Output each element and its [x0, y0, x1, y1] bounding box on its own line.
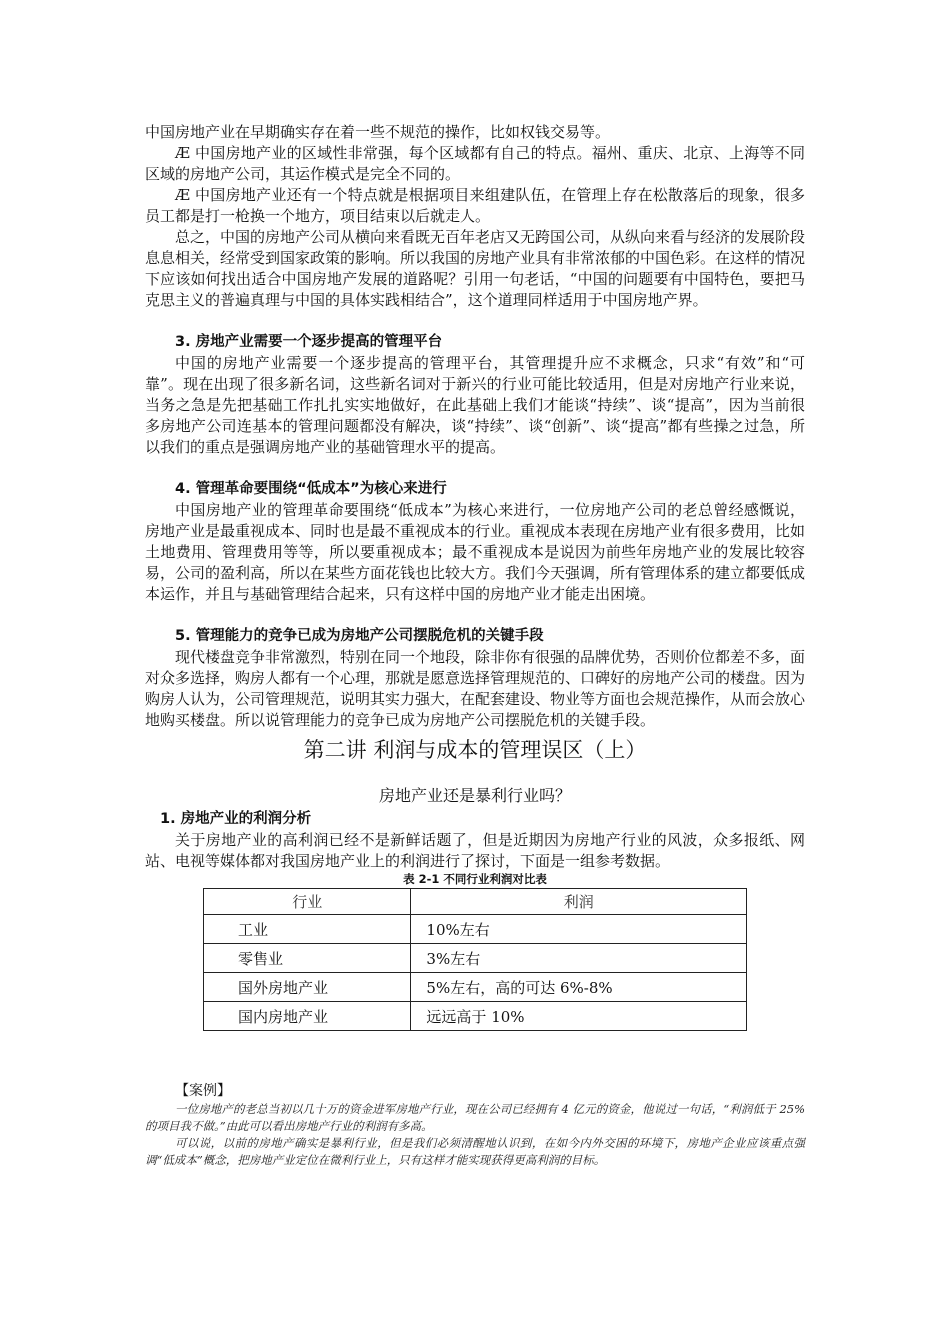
- chapter-subtitle: 房地产业还是暴利行业吗？: [378, 786, 571, 805]
- table-cell-industry: 国外房地产业: [204, 973, 411, 1002]
- table-header-profit: 利润: [411, 889, 747, 915]
- section-4-heading: 4. 管理革命要围绕“低成本”为核心来进行: [175, 481, 447, 497]
- table-header-row: [204, 889, 747, 915]
- profit-section-heading: 1. 房地产业的利润分析: [160, 811, 312, 827]
- table-row: [204, 915, 747, 944]
- case-paragraph-1: 一位房地产的老总当初以几十万的资金进军房地产行业，现在公司已经拥有 4 亿元的资金，他说过一句话，“利润低于 25%的项目我不做。”由此可以看出房地产行业的利润有多高。: [145, 1102, 805, 1133]
- section-5-body: 现代楼盘竞争非常激烈，特别在同一个地段，除非你有很强的品牌优势，否则价位都差不多，面对众多选择，购房人都有一个心理，那就是愿意选择管理规范的、口碑好的房地产公司的楼盘。因为购房人认为，公司管理规范，说明其实力强大，在配套建设、物业等方面也会规范操作，从而会放心地购买楼盘。所以说管理能力的竞争已成为房地产公司摆脱危机的关键手段。: [145, 648, 806, 729]
- intro-paragraph-1: 中国房地产业在早期确实存在着一些不规范的操作，比如权钱交易等。: [145, 123, 611, 141]
- table-row: [204, 944, 747, 973]
- table-header-industry: 行业: [204, 889, 411, 915]
- profit-comparison-table: [203, 888, 747, 1031]
- section-4-body: 中国房地产业的管理革命要围绕“低成本”为核心来进行，一位房地产公司的老总曾经感慨说，房地产业是最重视成本、同时也是最不重视成本的行业。重视成本表现在房地产业有很多费用，比如土地费用、管理费用等等，所以要重视成本；最不重视成本是说因为前些年房地产业的发展比较容易，公司的盈利高，所以在某些方面花钱也比较大方。我们今天强调，所有管理体系的建立都要低成本运作，并且与基础管理结合起来，只有这样中国的房地产业才能走出困境。: [145, 501, 806, 603]
- case-title: 【案例】: [175, 1083, 231, 1099]
- section-3-heading: 3. 房地产业需要一个逐步提高的管理平台: [175, 334, 443, 350]
- intro-paragraph-4: 总之，中国的房地产公司从横向来看既无百年老店又无跨国公司，从纵向来看与经济的发展阶段息息相关，经常受到国家政策的影响。所以我国的房地产业具有非常浓郁的中国色彩。在这样的情况下应该如何找出适合中国房地产发展的道路呢？引用一句老话，“中国的问题要有中国特色，要把马克思主义的普遍真理与中国的具体实践相结合”，这个道理同样适用于中国房地产界。: [145, 228, 806, 309]
- table-cell-profit: 5%左右，高的可达 6%-8%: [411, 973, 747, 1002]
- case-paragraph-2: 可以说，以前的房地产确实是暴利行业，但是我们必须清醒地认识到，在如今内外交困的环境下，房地产企业应该重点强调“低成本”概念，把房地产业定位在微利行业上，只有这样才能实现获得更高利润的目标。: [145, 1136, 805, 1167]
- section-5-heading: 5. 管理能力的竞争已成为房地产公司摆脱危机的关键手段: [175, 628, 544, 644]
- page-content: [145, 122, 805, 1169]
- table-cell-profit: 远远高于 10%: [411, 1002, 747, 1031]
- table-row: [204, 1002, 747, 1031]
- intro-paragraph-2: Æ 中国房地产业的区域性非常强，每个区域都有自己的特点。福州、重庆、北京、上海等不同区域的房地产公司，其运作模式是完全不同的。: [145, 144, 805, 183]
- table-cell-profit: 10%左右: [411, 915, 747, 944]
- table-cell-industry: 国内房地产业: [204, 1002, 411, 1031]
- profit-section-body: 关于房地产业的高利润已经不是新鲜话题了，但是近期因为房地产行业的风波，众多报纸、网站、电视等媒体都对我国房地产业上的利润进行了探讨，下面是一组参考数据。: [145, 831, 805, 870]
- intro-paragraph-3: Æ 中国房地产业还有一个特点就是根据项目来组建队伍，在管理上存在松散落后的现象，很多员工都是打一枪换一个地方，项目结束以后就走人。: [145, 186, 805, 225]
- table-cell-industry: 零售业: [204, 944, 411, 973]
- chapter-title: 第二讲 利润与成本的管理误区（上）: [303, 738, 647, 762]
- table-caption: 表 2-1 不同行业利润对比表: [403, 872, 547, 886]
- table-row: [204, 973, 747, 1002]
- section-3-body: 中国的房地产业需要一个逐步提高的管理平台，其管理提升应不求概念，只求“有效”和“可靠”。现在出现了很多新名词，这些新名词对于新兴的行业可能比较适用，但是对房地产行业来说，当务之急是先把基础工作扎扎实实地做好，在此基础上我们才能谈“持续”、谈“提高”，因为当前很多房地产公司连基本的管理问题都没有解决，谈“持续”、谈“创新”、谈“提高”都有些操之过急，所以我们的重点是强调房地产业的基础管理水平的提高。: [145, 354, 805, 456]
- table-cell-profit: 3%左右: [411, 944, 747, 973]
- table-cell-industry: 工业: [204, 915, 411, 944]
